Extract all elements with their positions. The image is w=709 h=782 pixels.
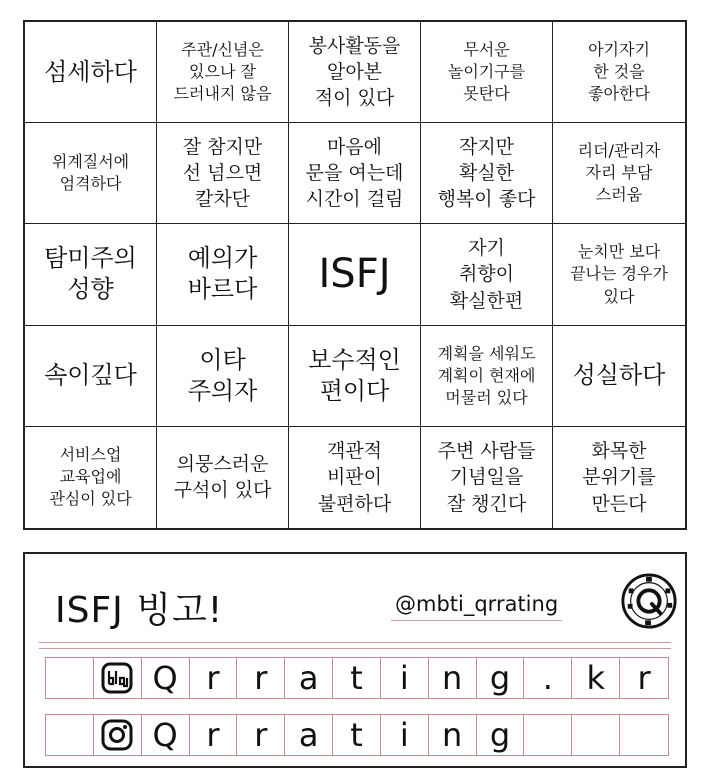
- card-title: ISFJ 빙고!: [55, 590, 224, 631]
- bingo-board: [23, 20, 687, 530]
- letter-box: Q: [142, 715, 190, 755]
- letter-box: a: [285, 658, 333, 698]
- bingo-cell: 작지만 확실한 행복이 좋다: [421, 123, 553, 224]
- bingo-cell: 섬세하다: [25, 22, 157, 123]
- qrrating-logo-icon: [620, 572, 678, 630]
- bingo-center-cell: ISFJ: [289, 224, 421, 325]
- bingo-cell: 주관/신념은 있으나 잘 드러내지 않음: [157, 22, 289, 123]
- empty-box: [572, 715, 620, 755]
- bingo-cell: 봉사활동을 알아본 적이 있다: [289, 22, 421, 123]
- empty-box: [524, 715, 572, 755]
- instagram-strip: [45, 714, 669, 756]
- empty-box: [46, 658, 94, 698]
- letter-box: n: [429, 658, 477, 698]
- letter-box: .: [524, 658, 572, 698]
- bingo-cell: 잘 참지만 선 넘으면 칼차단: [157, 123, 289, 224]
- letter-box: g: [477, 715, 525, 755]
- divider-line: [39, 642, 671, 643]
- bingo-cell: 객관적 비판이 불편하다: [289, 427, 421, 528]
- bingo-cell: 자기 취향이 확실한편: [421, 224, 553, 325]
- blog-icon-box: [94, 658, 142, 698]
- bingo-cell: 눈치만 보다 끝나는 경우가 있다: [553, 224, 685, 325]
- letter-box: r: [637, 659, 651, 697]
- bingo-cell: 주변 사람들 기념일을 잘 챙긴다: [421, 427, 553, 528]
- letter-box: i: [381, 658, 429, 698]
- bingo-cell: 속이깊다: [25, 326, 157, 427]
- letter-box: t: [333, 715, 381, 755]
- empty-box: [620, 715, 668, 755]
- letter-box: t: [333, 658, 381, 698]
- letter-box: r: [237, 715, 285, 755]
- bingo-cell: 예의가 바르다: [157, 224, 289, 325]
- bingo-cell: 무서운 놀이기구를 못탄다: [421, 22, 553, 123]
- blog-icon: [100, 661, 134, 695]
- letter-box: r: [190, 715, 238, 755]
- bingo-cell: 위계질서에 엄격하다: [25, 123, 157, 224]
- letter-box: k: [572, 658, 620, 698]
- bingo-cell: 리더/관리자 자리 부담 스러움: [553, 123, 685, 224]
- bingo-cell: 화목한 분위기를 만든다: [582, 440, 656, 515]
- bingo-cell: 탐미주의 성향: [25, 224, 157, 325]
- letter-box: i: [381, 715, 429, 755]
- instagram-icon: [100, 718, 134, 752]
- letter-box: r: [190, 658, 238, 698]
- bingo-cell: 아기자기 한 것을 좋아한다: [553, 22, 685, 123]
- divider-line: [39, 648, 671, 649]
- empty-box: [46, 715, 94, 755]
- bingo-cell: 계획을 세워도 계획이 현재에 머물러 있다: [421, 326, 553, 427]
- bingo-cell: 마음에 문을 여는데 시간이 걸림: [289, 123, 421, 224]
- letter-box: n: [429, 715, 477, 755]
- letter-box: g: [477, 658, 525, 698]
- blog-url-strip: [45, 657, 669, 699]
- bingo-cell: 서비스업 교육업에 관심이 있다: [25, 427, 157, 528]
- bingo-cell: 이타 주의자: [157, 326, 289, 427]
- letter-box: Q: [142, 658, 190, 698]
- bingo-cell: 의뭉스러운 구석이 있다: [157, 427, 289, 528]
- bingo-cell: 보수적인 편이다: [289, 326, 421, 427]
- bingo-cell: 성실하다: [553, 326, 685, 427]
- letter-box: a: [285, 715, 333, 755]
- instagram-icon-box: [94, 715, 142, 755]
- letter-box: r: [237, 658, 285, 698]
- info-card: [23, 552, 687, 768]
- instagram-handle: @mbti_qrrating: [391, 592, 562, 621]
